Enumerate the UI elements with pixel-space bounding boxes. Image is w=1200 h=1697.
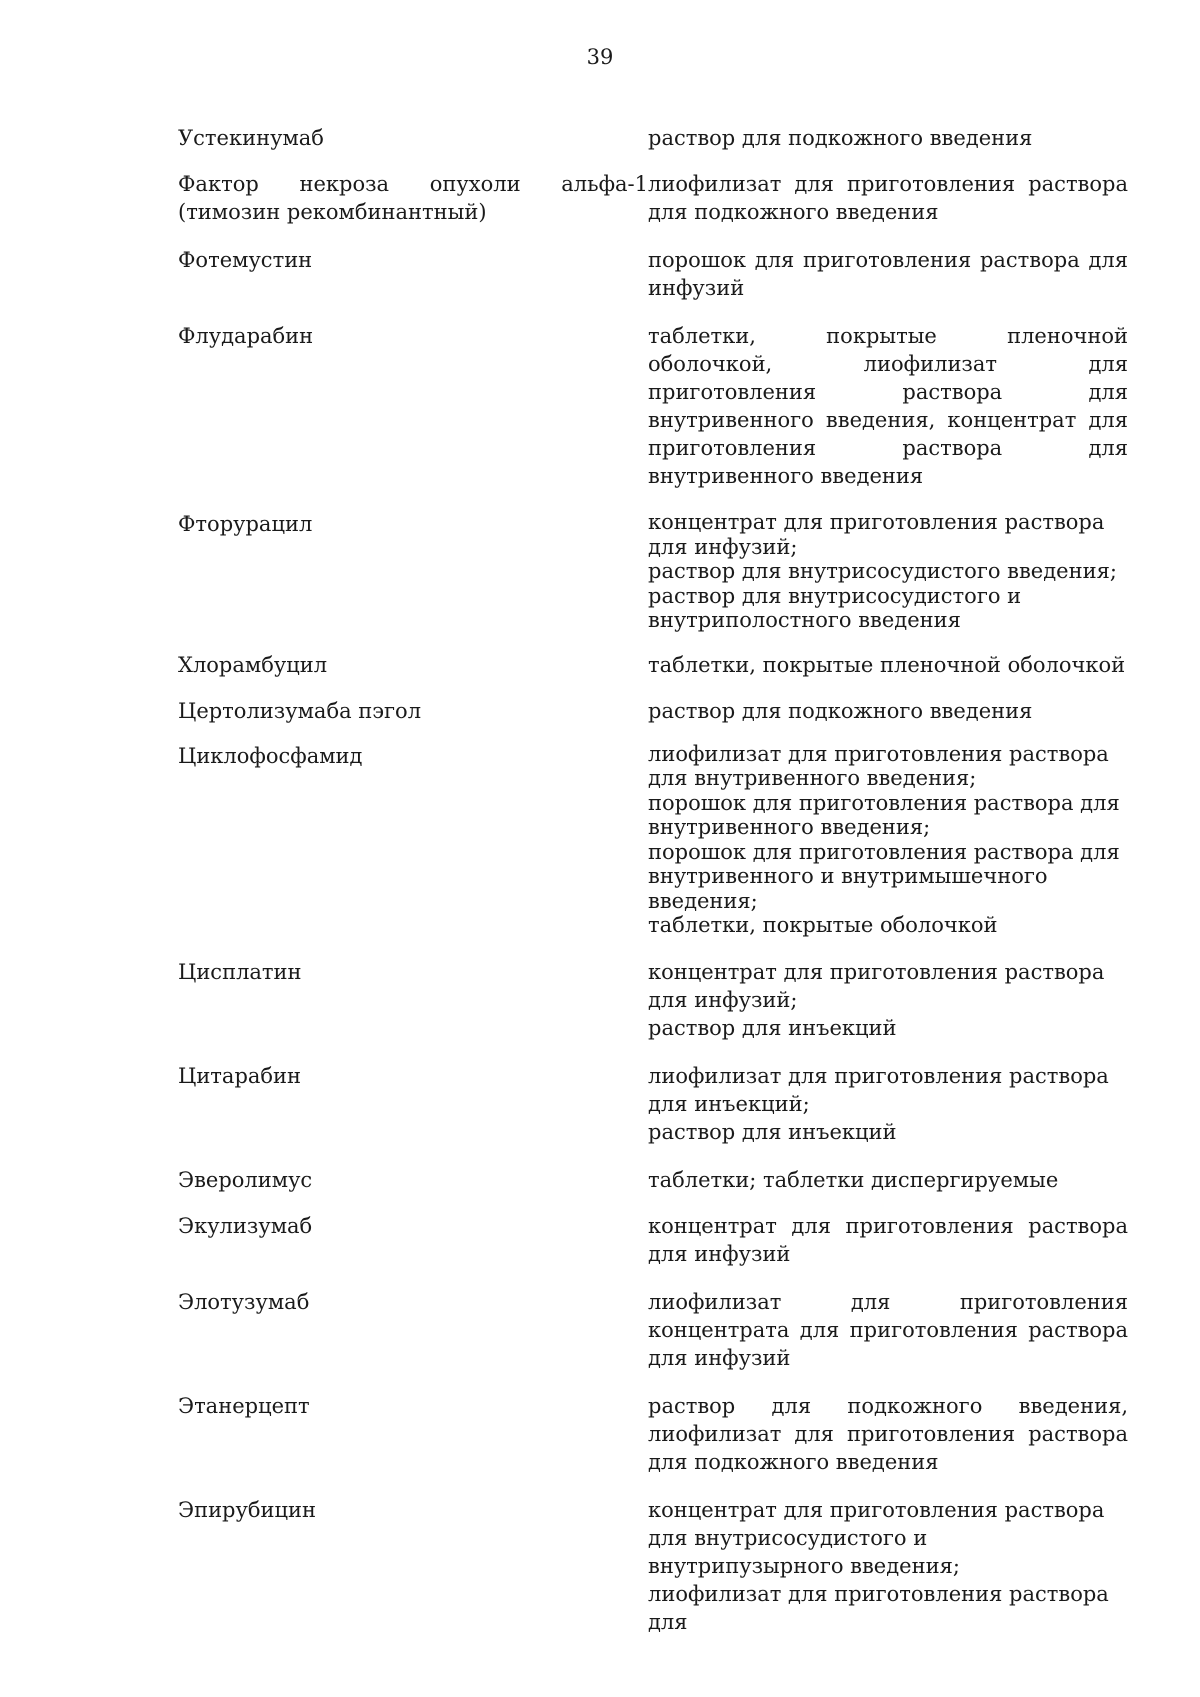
dosage-form-line: порошок для приготовления раствора для внутривенного и внутримышечного введения; [648, 839, 1120, 913]
dosage-form [648, 1288, 1128, 1372]
dosage-form-line: порошок для приготовления раствора для инфузий [648, 248, 1128, 300]
dosage-form [648, 1062, 1128, 1146]
dosage-form [648, 697, 1128, 725]
drug-name: Цисплатин [178, 959, 302, 984]
dosage-form-line: лиофилизат для приготовления раствора для инъекций; [648, 1063, 1109, 1116]
drug-name: Цертолизумаба пэгол [178, 698, 422, 723]
dosage-form-line: концентрат для приготовления раствора для инфузий; [648, 959, 1105, 1012]
drug-name: Эверолимус [178, 1167, 313, 1192]
dosage-form-line: раствор для внутрисосудистого введения; [648, 559, 1117, 583]
dosage-form [648, 1496, 1128, 1636]
page-number: 39 [586, 45, 614, 69]
dosage-form [648, 124, 1128, 152]
drug-name: Фотемустин [178, 248, 313, 272]
dosage-form-line: лиофилизат для приготовления раствора для внутривенного введения; [648, 741, 1109, 790]
drug-name: Цитарабин [178, 1063, 302, 1088]
dosage-form-line: таблетки; таблетки диспергируемые [648, 1167, 1059, 1192]
dosage-form [648, 510, 1128, 633]
table-row [178, 697, 1128, 725]
drug-table [178, 124, 1128, 1636]
table-row [178, 1212, 1128, 1268]
table-row [178, 651, 1128, 679]
dosage-form-line: раствор для внутрисосудистого и внутриполостного введения [648, 583, 1022, 632]
table-row [178, 1062, 1128, 1146]
dosage-form-line: лиофилизат для приготовления раствора для подкожного введения [648, 172, 1128, 224]
dosage-form-line: лиофилизат для приготовления раствора для [648, 1581, 1109, 1634]
table-row [178, 510, 1128, 633]
dosage-form-line: раствор для подкожного введения, лиофилизат для приготовления раствора для подкожного введения [648, 1393, 1128, 1474]
table-row [178, 958, 1128, 1042]
dosage-form [648, 1392, 1128, 1476]
dosage-form-line: таблетки, покрытые пленочной оболочкой [648, 652, 1126, 677]
dosage-form [648, 1212, 1128, 1268]
dosage-form-line: таблетки, покрытые оболочкой [648, 913, 998, 937]
dosage-form [648, 246, 1128, 302]
drug-name: Элотузумаб [178, 1289, 310, 1314]
dosage-form [648, 651, 1128, 679]
drug-name: Этанерцепт [178, 1393, 310, 1418]
dosage-form-line: концентрат для приготовления раствора для инфузий; [648, 510, 1105, 559]
dosage-form-line: раствор для инъекций [648, 1119, 897, 1144]
dosage-form-line: концентрат для приготовления раствора для внутрисосудистого и внутрипузырного введения; [648, 1497, 1105, 1578]
drug-name: Циклофосфамид [178, 743, 363, 768]
dosage-form-line: раствор для инъекций [648, 1015, 897, 1040]
dosage-form-line: порошок для приготовления раствора для внутривенного введения; [648, 790, 1120, 839]
drug-name: Фторурацил [178, 512, 313, 536]
table-row [178, 1166, 1128, 1194]
dosage-form [648, 322, 1128, 490]
drug-name: Флударабин [178, 324, 314, 348]
dosage-form-line: раствор для подкожного введения [648, 698, 1033, 723]
dosage-form [648, 1166, 1128, 1194]
table-row [178, 170, 1128, 226]
table-row [178, 124, 1128, 152]
dosage-form-line: таблетки, покрытые пленочной оболочкой, лиофилизат для приготовления раствора для внутривенного введения, концентрат для приготовления раствора для внутривенного введения [648, 324, 1128, 488]
table-row [178, 1392, 1128, 1476]
drug-name: Экулизумаб [178, 1213, 313, 1238]
dosage-form [648, 742, 1128, 938]
table-row [178, 742, 1128, 938]
table-row [178, 246, 1128, 302]
dosage-form [648, 170, 1128, 226]
table-row [178, 1288, 1128, 1372]
dosage-form [648, 958, 1128, 1042]
dosage-form-line: концентрат для приготовления раствора для инфузий [648, 1213, 1128, 1266]
dosage-form-line: раствор для подкожного введения [648, 126, 1033, 150]
drug-name: Хлорамбуцил [178, 652, 328, 677]
drug-name: Устекинумаб [178, 126, 324, 150]
table-row [178, 1496, 1128, 1636]
table-row [178, 322, 1128, 490]
dosage-form-line: лиофилизат для приготовления концентрата для приготовления раствора для инфузий [648, 1289, 1128, 1370]
drug-name: Эпирубицин [178, 1497, 316, 1522]
drug-name: Фактор некроза опухоли альфа-1 (тимозин рекомбинантный) [178, 172, 648, 224]
